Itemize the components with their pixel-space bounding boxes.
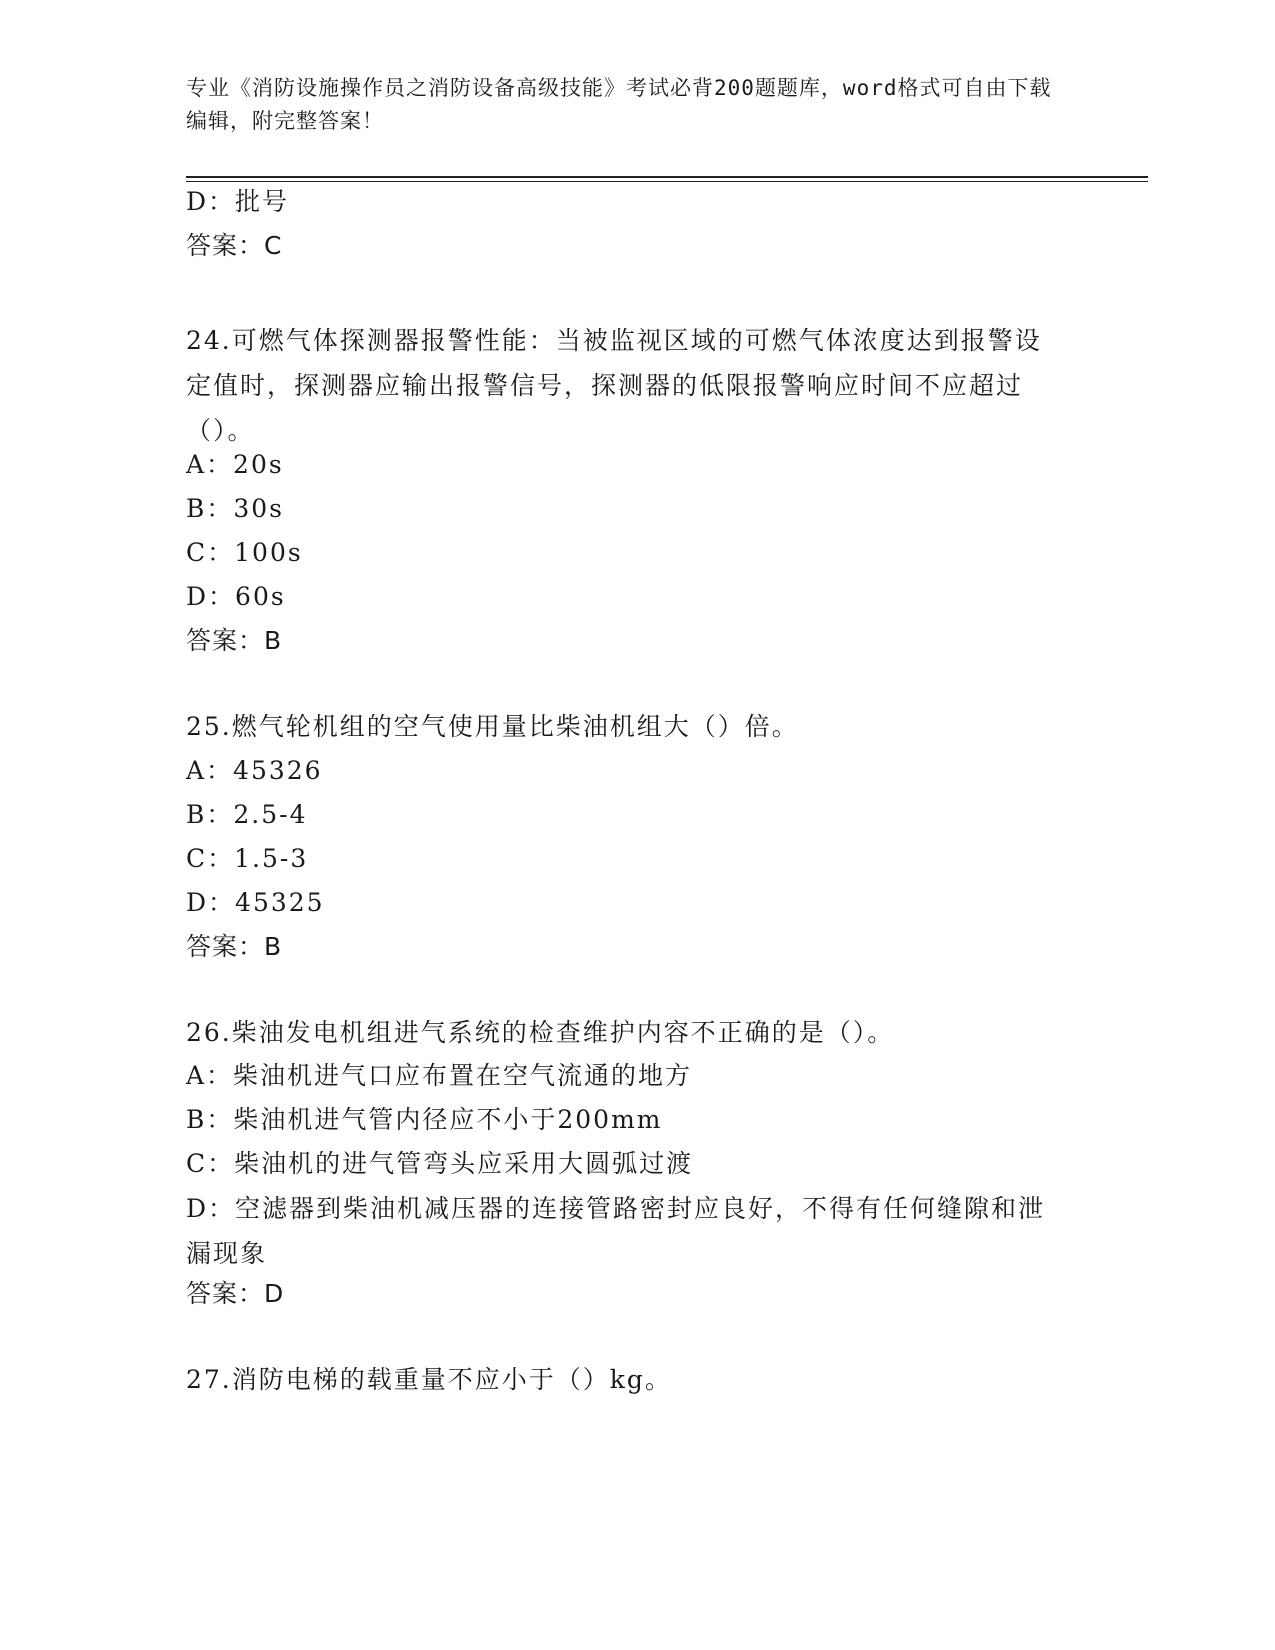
q26-question: 26.柴油发电机组进气系统的检查维护内容不正确的是（）。 bbox=[186, 1018, 895, 1047]
q25-question: 25.燃气轮机组的空气使用量比柴油机组大（）倍。 bbox=[186, 712, 799, 741]
q24-answer: 答案：B bbox=[186, 626, 283, 655]
header-divider-thin bbox=[186, 181, 1148, 182]
q26-option-b: B：柴油机进气管内径应不小于200mm bbox=[186, 1105, 663, 1134]
q25-option-c: C：1.5-3 bbox=[186, 844, 309, 873]
q24-option-d: D：60s bbox=[186, 582, 286, 611]
q24-option-b: B：30s bbox=[186, 494, 285, 523]
q26-option-d: D：空滤器到柴油机减压器的连接管路密封应良好，不得有任何缝隙和泄漏现象 bbox=[186, 1194, 1046, 1268]
q26-option-a: A：柴油机进气口应布置在空气流通的地方 bbox=[186, 1061, 693, 1090]
q23-option-d: D：批号 bbox=[186, 187, 290, 216]
q24-option-c: C：100s bbox=[186, 538, 303, 567]
header-divider bbox=[186, 176, 1148, 178]
q26-answer: 答案：D bbox=[186, 1279, 285, 1308]
q25-answer: 答案：B bbox=[186, 932, 283, 961]
q24-question: 24.可燃气体探测器报警性能：当被监视区域的可燃气体浓度达到报警设定值时，探测器应输出报警信号，探测器的低限报警响应时间不应超过（）。 bbox=[186, 326, 1042, 445]
q24-option-a: A：20s bbox=[186, 450, 284, 479]
q25-option-b: B：2.5-4 bbox=[186, 800, 308, 829]
q26-option-c: C：柴油机的进气管弯头应采用大圆弧过渡 bbox=[186, 1149, 694, 1178]
page-header: 专业《消防设施操作员之消防设备高级技能》考试必背200题题库，word格式可自由下载编辑，附完整答案！ bbox=[186, 76, 1052, 133]
q27-question: 27.消防电梯的载重量不应小于（）kg。 bbox=[186, 1365, 672, 1394]
q25-option-d: D：45325 bbox=[186, 888, 325, 917]
q25-option-a: A：45326 bbox=[186, 756, 323, 785]
q23-answer: 答案：C bbox=[186, 231, 283, 260]
